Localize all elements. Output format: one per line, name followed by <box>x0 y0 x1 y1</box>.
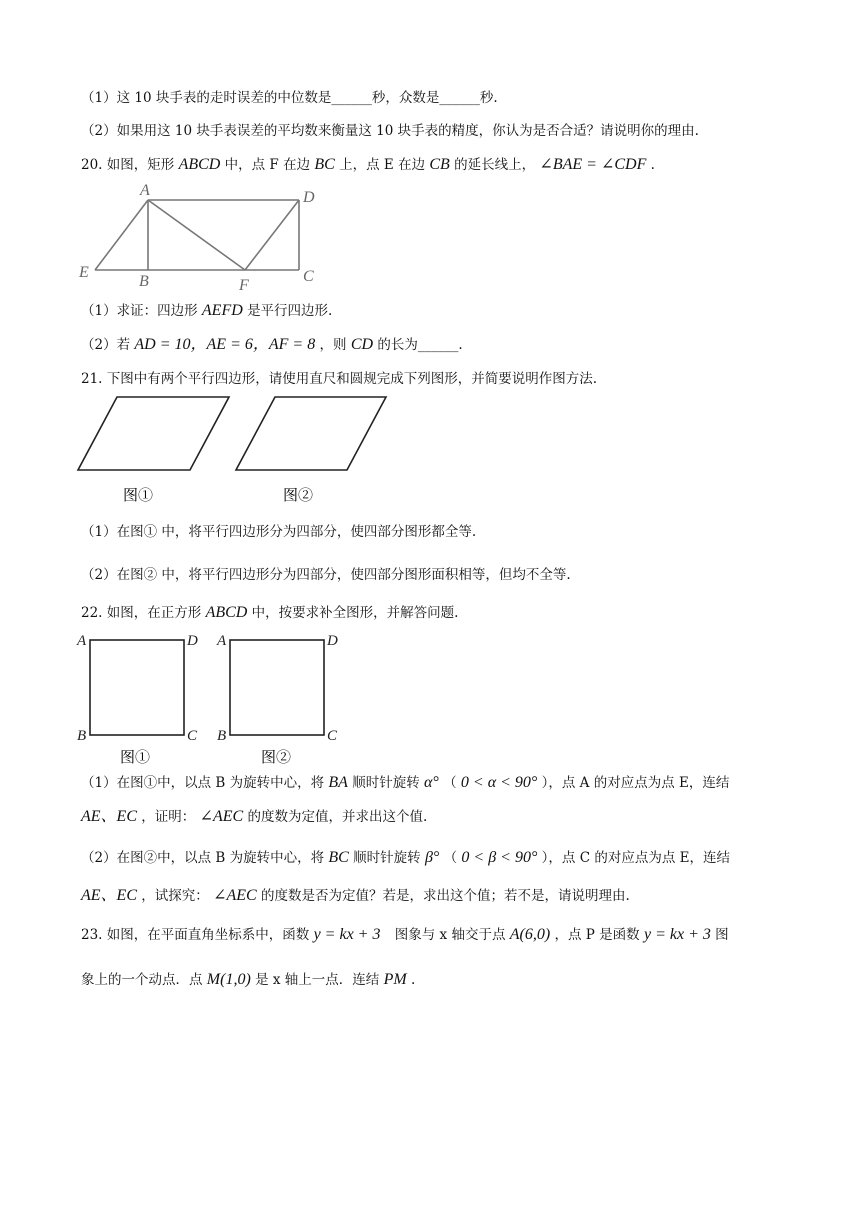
q21-figure <box>75 393 395 508</box>
sq1-A-label: A <box>77 633 87 649</box>
fig21-caption-2: 图② <box>283 488 314 504</box>
q23-line2: 象上的一个动点．点 M(1,0) 是 x 轴上一点．连结 PM . <box>81 971 416 988</box>
sq2-B-label: B <box>217 728 227 744</box>
q20-figure <box>75 180 345 292</box>
q22-part2-line1: （2）在图②中，以点 B 为旋转中心，将 BC 顺时针旋转 β° （ 0 < β < 90° ），点 C 的对应点为点 E，连结 <box>81 849 730 866</box>
q22-part1-line1: （1）在图①中，以点 B 为旋转中心，将 BA 顺时针旋转 α° （ 0 < α < 90° ），点 A 的对应点为点 E，连结 <box>81 774 730 791</box>
q21-stem: 21. 下图中有两个平行四边形，请使用直尺和圆规完成下列图形，并简要说明作图方法. <box>81 371 598 387</box>
q21-part1: （1）在图① 中，将平行四边形分为四部分，使四部分图形都全等. <box>81 524 477 540</box>
q19-part1-text: （1）这 10 块手表的走时误差的中位数是______秒，众数是______秒. <box>81 90 498 106</box>
q20-stem: 20. 如图，矩形 ABCD 中，点 F 在边 BC 上，点 E 在边 CB 的延长线上， ∠BAE = ∠CDF . <box>81 156 655 173</box>
sq1-D-label: D <box>187 633 198 649</box>
point-A-label: A <box>140 182 150 199</box>
fig21-caption-1: 图① <box>123 488 154 504</box>
point-E-label: E <box>79 264 89 281</box>
sq1-B-label: B <box>77 728 87 744</box>
point-D-label: D <box>303 189 315 206</box>
parallelogram-2 <box>236 397 386 470</box>
point-F-label: F <box>239 277 249 292</box>
q20-part1: （1）求证：四边形 AEFD 是平行四边形. <box>81 302 333 319</box>
q19-part2-text: （2）如果用这 10 块手表误差的平均数来衡量这 10 块手表的精度，你认为是否合适？请说明你的理由. <box>81 123 699 139</box>
q20-part2: （2）若 AD = 10，AE = 6，AF = 8 ，则 CD 的长为______. <box>81 336 463 353</box>
q23-line1: 23. 如图，在平面直角坐标系中，函数 y = kx + 3 图象与 x 轴交于点 A(6,0) ，点 P 是函数 y = kx + 3 图 <box>81 926 729 943</box>
q22-part2-line2: AE、EC ，试探究： ∠AEC 的度数是否为定值？若是，求出这个值；若不是，请说明理由. <box>81 887 630 904</box>
q22-figure <box>75 628 355 770</box>
q22-stem: 22. 如图，在正方形 ABCD 中，按要求补全图形，并解答问题. <box>81 604 459 621</box>
fig22-caption-1: 图① <box>120 750 151 766</box>
square-1 <box>90 640 184 735</box>
point-B-label: B <box>139 273 149 290</box>
sq2-A-label: A <box>217 633 227 649</box>
q22-part1-line2: AE、EC ，证明： ∠AEC 的度数为定值，并求出这个值. <box>81 808 428 825</box>
sq2-C-label: C <box>327 728 338 744</box>
fig22-caption-2: 图② <box>261 750 292 766</box>
parallelogram-1 <box>78 397 229 470</box>
q21-part2: （2）在图② 中，将平行四边形分为四部分，使四部分图形面积相等，但均不全等. <box>81 567 571 583</box>
square-2 <box>230 640 324 735</box>
point-C-label: C <box>303 268 314 285</box>
sq1-C-label: C <box>187 728 198 744</box>
sq2-D-label: D <box>327 633 338 649</box>
